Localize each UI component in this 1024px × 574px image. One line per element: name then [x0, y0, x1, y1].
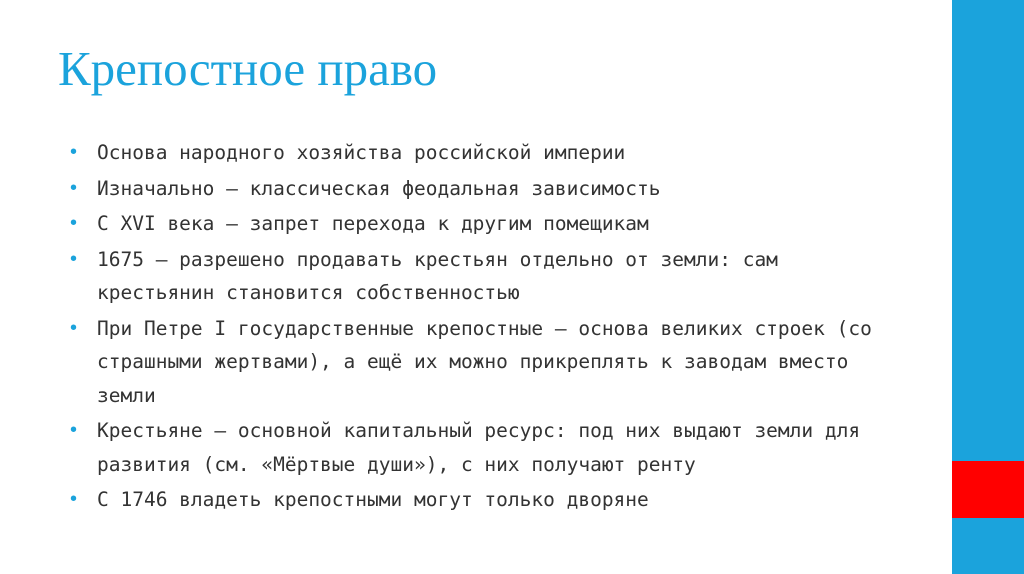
- bullet-text: 1675 – разрешено продавать крестьян отдельно от земли: сам крестьянин становится собственностью: [97, 247, 778, 304]
- bullet-item: [70, 172, 890, 206]
- bullet-icon: •: [70, 176, 78, 199]
- bullet-text: С 1746 владеть крепостными могут только дворяне: [97, 488, 649, 511]
- bullet-text: С XVI века – запрет перехода к другим помещикам: [97, 212, 649, 235]
- bullet-icon: •: [70, 488, 78, 510]
- bullet-item: [70, 312, 890, 413]
- bullet-text: При Петре I государственные крепостные – основа великих строек (со страшными жертвами), а ещё их можно прикреплять к заводам вместо земли: [97, 316, 872, 407]
- bullet-item: [70, 207, 890, 241]
- bullet-item: [70, 136, 890, 170]
- bullet-item: [70, 243, 890, 310]
- bullet-item: [70, 483, 890, 517]
- bullet-icon: •: [70, 316, 78, 339]
- bullet-icon: •: [70, 247, 78, 270]
- bullet-text: Крестьяне – основной капитальный ресурс: под них выдают земли для развития (см. «Мёртвые души»), с них получают ренту: [97, 419, 861, 476]
- bullet-icon: •: [70, 212, 78, 234]
- bullet-icon: •: [70, 419, 78, 441]
- side-accent-bar-red: [952, 461, 1024, 518]
- slide-title: Крепостное право: [58, 41, 438, 96]
- bullet-text: Основа народного хозяйства российской империи: [97, 141, 626, 164]
- bullet-item: [70, 414, 890, 481]
- bullet-icon: •: [70, 141, 78, 163]
- bullet-text: Изначально – классическая феодальная зависимость: [97, 176, 661, 200]
- bullet-list: [70, 136, 890, 519]
